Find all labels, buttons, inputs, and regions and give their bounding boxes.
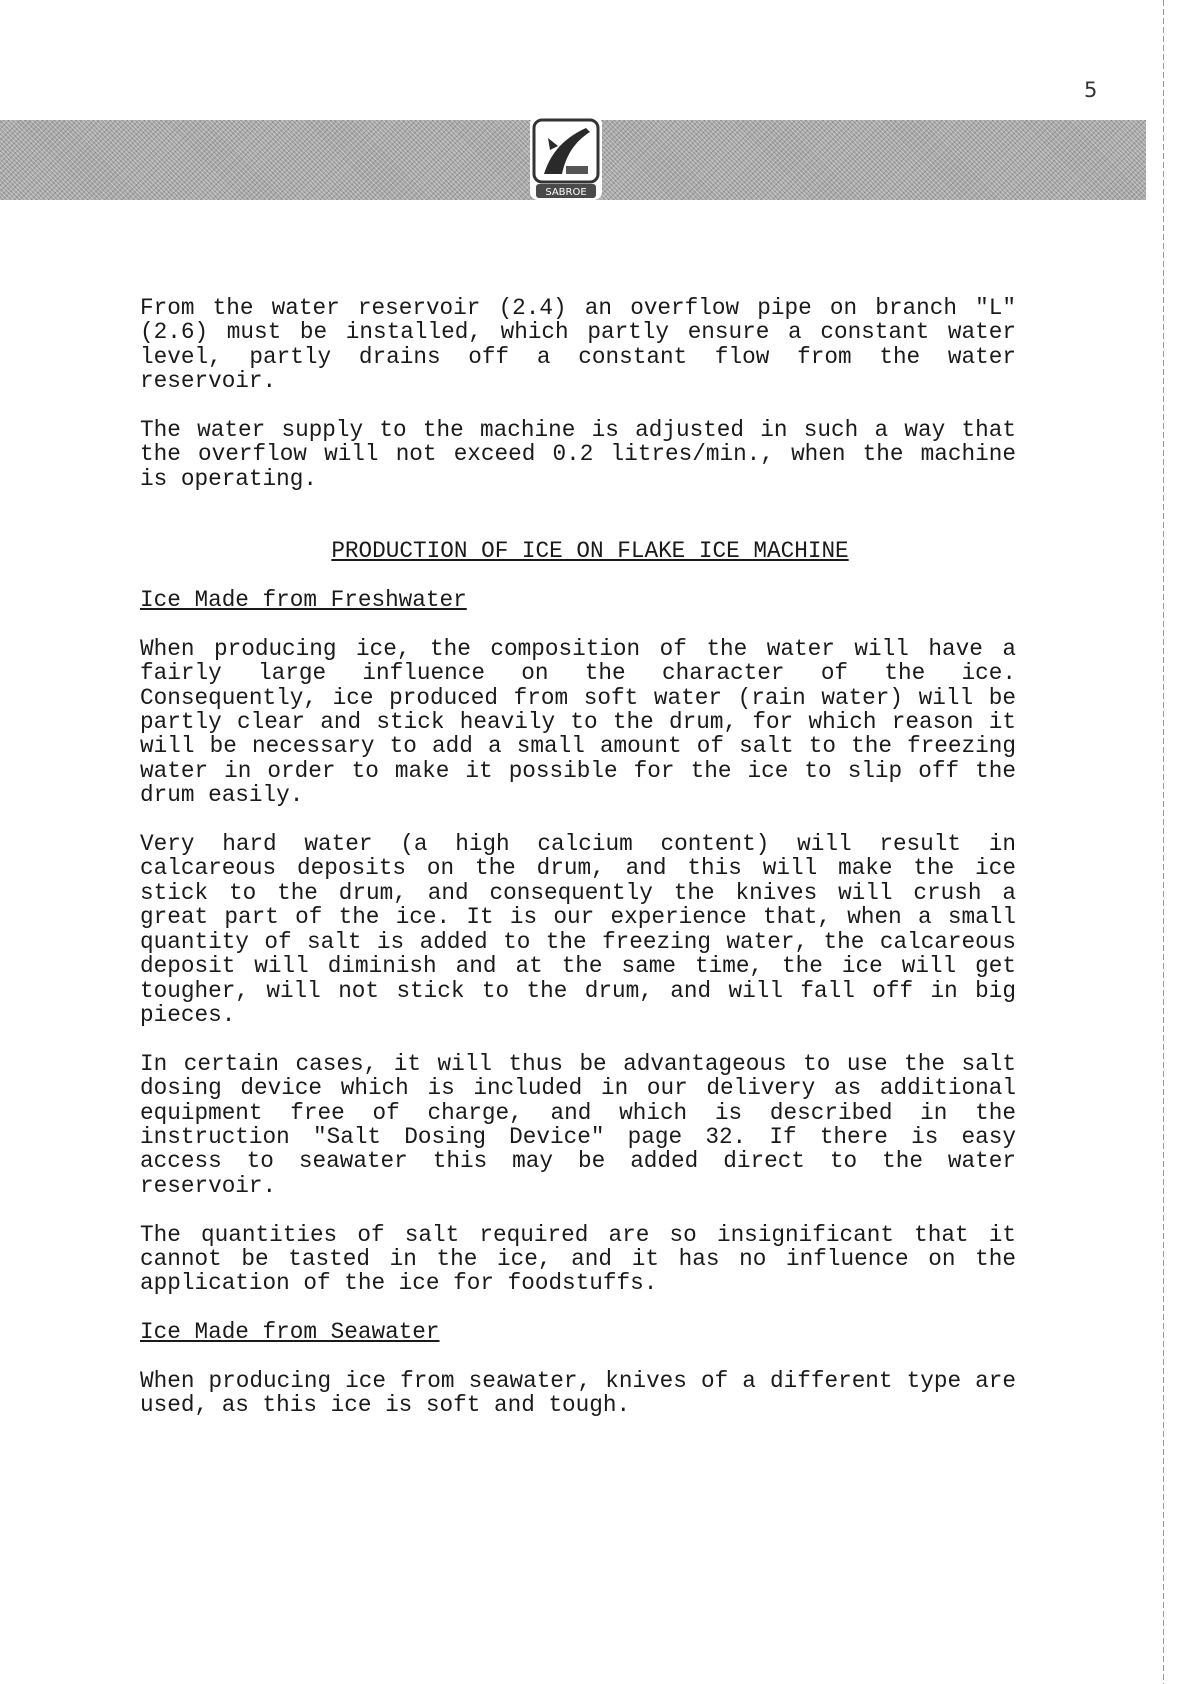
freshwater-paragraph-1: When producing ice, the composition of the water will have a fairly large influence on the character of the ice. Consequently, ice produced from soft water (rain water) will be partly clear and stick heavily to the drum, for which reason it will be necessary to add a small amount of salt to the freezing water in order to make it possible for the ice to slip off the drum easily. xyxy=(140,635,1016,809)
sabroe-logo-icon xyxy=(530,116,602,200)
logo-text: SABROE xyxy=(545,187,587,198)
freshwater-paragraph-4: The quantities of salt required are so insignificant that it cannot be tasted in the ice, and it has no influence on the application of the ice for foodstuffs. xyxy=(140,1221,1016,1297)
freshwater-paragraph-3: In certain cases, it will thus be advantageous to use the salt dosing device which is included in our delivery as additional equipment free of charge, and which is described in the instruction "Salt Dosing Device" page 32. If there is easy access to seawater this may be added direct to the water reservoir. xyxy=(140,1050,1016,1199)
right-margin-rule xyxy=(1163,0,1164,1684)
page-number: 5 xyxy=(1084,78,1098,102)
freshwater-heading: Ice Made from Freshwater xyxy=(140,587,467,614)
intro-paragraph-2: The water supply to the machine is adjusted in such a way that the overflow will not exceed 0.2 litres/min., when the machine is operating. xyxy=(140,417,1016,492)
seawater-heading: Ice Made from Seawater xyxy=(140,1319,440,1346)
seawater-paragraph-1: When producing ice from seawater, knives of a different type are used, as this ice is soft and tough. xyxy=(140,1367,1016,1419)
sabroe-logo xyxy=(530,116,602,200)
document-body xyxy=(140,296,1016,1442)
section-title: PRODUCTION OF ICE ON FLAKE ICE MACHINE xyxy=(331,538,849,565)
intro-paragraph-1: From the water reservoir (2.4) an overflow pipe on branch "L" (2.6) must be installed, which partly ensure a constant water level, partly drains off a constant flow from the water reservoir. xyxy=(140,295,1016,395)
freshwater-paragraph-2: Very hard water (a high calcium content) will result in calcareous deposits on the drum, and this will make the ice stick to the drum, and consequently the knives will crush a great part of the ice. It is our experience that, when a small quantity of salt is added to the freezing water, the calcareous deposit will diminish and at the same time, the ice will get tougher, will not stick to the drum, and will fall off in big pieces. xyxy=(140,831,1016,1028)
